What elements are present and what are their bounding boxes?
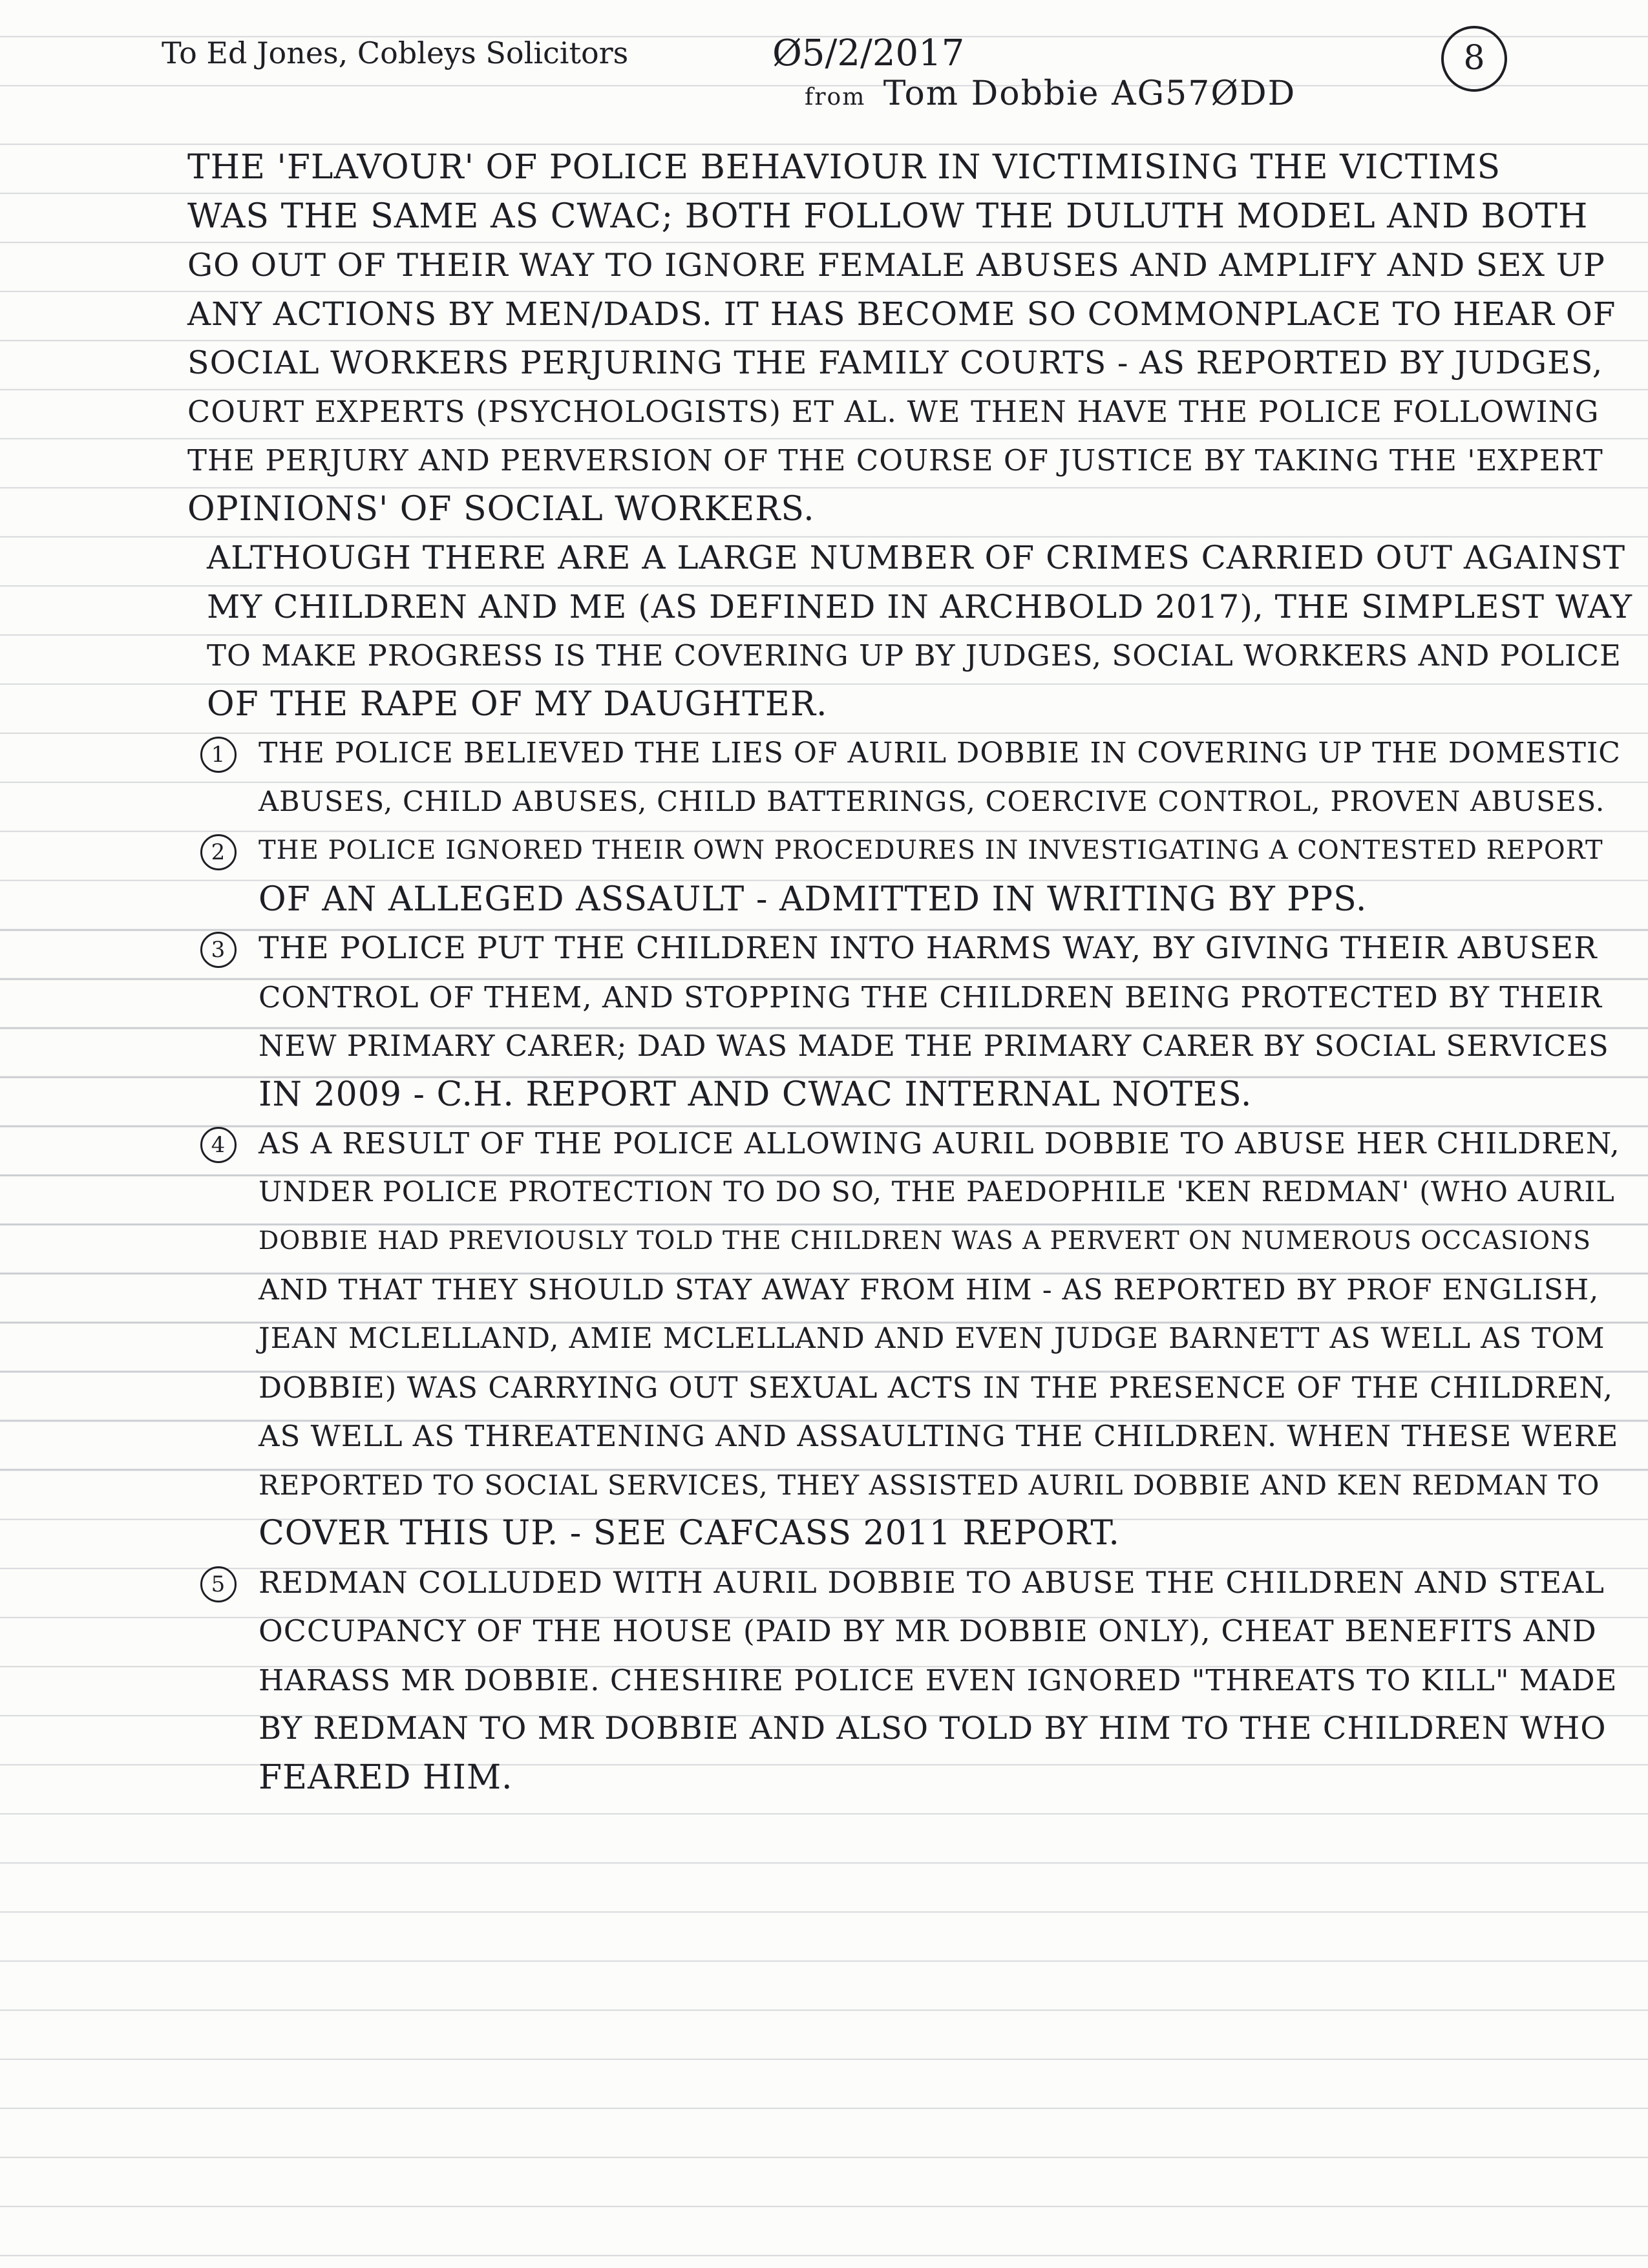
text-line: THE 'FLAVOUR' OF POLICE BEHAVIOUR IN VICTIMISING THE VICTIMS (187, 148, 1501, 187)
text-line: JEAN MCLELLAND, AMIE MCLELLAND AND EVEN JUDGE BARNETT AS WELL AS TOM (259, 1322, 1605, 1355)
text-line: OCCUPANCY OF THE HOUSE (PAID BY MR DOBBIE ONLY), CHEAT BENEFITS AND (259, 1613, 1597, 1648)
text-line: THE PERJURY AND PERVERSION OF THE COURSE OF JUSTICE BY TAKING THE 'EXPERT (187, 443, 1603, 478)
recipient-line: To Ed Jones, Cobleys Solicitors (162, 36, 629, 70)
text-line: NEW PRIMARY CARER; DAD WAS MADE THE PRIMARY CARER BY SOCIAL SERVICES (259, 1029, 1609, 1063)
text-line: REPORTED TO SOCIAL SERVICES, THEY ASSISTED AURIL DOBBIE AND KEN REDMAN TO (259, 1469, 1600, 1501)
text-line: OF THE RAPE OF MY DAUGHTER. (207, 684, 828, 724)
letter-date: Ø5/2/2017 (772, 32, 965, 74)
text-line: OF AN ALLEGED ASSAULT - ADMITTED IN WRITING BY PPS. (259, 879, 1368, 919)
text-line: DOBBIE) WAS CARRYING OUT SEXUAL ACTS IN THE PRESENCE OF THE CHILDREN, (259, 1370, 1614, 1405)
text-line: MY CHILDREN AND ME (AS DEFINED IN ARCHBOLD 2017), THE SIMPLEST WAY (207, 587, 1633, 625)
text-line: HARASS MR DOBBIE. CHESHIRE POLICE EVEN IGNORED "THREATS TO KILL" MADE (259, 1663, 1618, 1697)
text-line: SOCIAL WORKERS PERJURING THE FAMILY COURTS - AS REPORTED BY JUDGES, (187, 344, 1603, 381)
text-line: COURT EXPERTS (PSYCHOLOGISTS) ET AL. WE THEN HAVE THE POLICE FOLLOWING (187, 394, 1600, 429)
text-line: FEARED HIM. (259, 1758, 513, 1797)
numbered-item-2 (187, 826, 1622, 924)
text-line: GO OUT OF THEIR WAY TO IGNORE FEMALE ABUSES AND AMPLIFY AND SEX UP (187, 247, 1605, 284)
sender-name: Tom Dobbie AG57ØDD (883, 74, 1296, 113)
text-line: AS WELL AS THREATENING AND ASSAULTING THE CHILDREN. WHEN THESE WERE (259, 1419, 1619, 1453)
text-line: THE POLICE PUT THE CHILDREN INTO HARMS WAY, BY GIVING THEIR ABUSER (259, 930, 1598, 966)
text-line: ABUSES, CHILD ABUSES, CHILD BATTERINGS, COERCIVE CONTROL, PROVEN ABUSES. (259, 785, 1605, 818)
item-number-circle: 1 (200, 737, 237, 773)
text-line: ALTHOUGH THERE ARE A LARGE NUMBER OF CRIMES CARRIED OUT AGAINST (207, 539, 1626, 576)
text-line: BY REDMAN TO MR DOBBIE AND ALSO TOLD BY HIM TO THE CHILDREN WHO (259, 1710, 1607, 1747)
text-line: DOBBIE HAD PREVIOUSLY TOLD THE CHILDREN WAS A PERVERT ON NUMEROUS OCCASIONS (259, 1226, 1592, 1255)
numbered-item-5 (187, 1559, 1622, 1803)
numbered-item-3 (187, 924, 1622, 1119)
text-line: THE POLICE BELIEVED THE LIES OF AURIL DOBBIE IN COVERING UP THE DOMESTIC (259, 737, 1621, 770)
page-number: 8 (1441, 26, 1507, 92)
text-line: WAS THE SAME AS CWAC; BOTH FOLLOW THE DULUTH MODEL AND BOTH (187, 196, 1589, 236)
numbered-item-4 (187, 1119, 1622, 1559)
numbered-item-1 (187, 729, 1622, 826)
letter-body (187, 143, 1633, 1802)
text-line: IN 2009 - C.H. REPORT AND CWAC INTERNAL NOTES. (259, 1075, 1252, 1114)
sender-line (805, 74, 1296, 113)
text-line: CONTROL OF THEM, AND STOPPING THE CHILDREN BEING PROTECTED BY THEIR (259, 980, 1603, 1014)
text-line: REDMAN COLLUDED WITH AURIL DOBBIE TO ABUSE THE CHILDREN AND STEAL (259, 1564, 1605, 1600)
paragraph-2 (187, 534, 1633, 729)
item-number-circle: 3 (200, 932, 237, 968)
text-line: OPINIONS' OF SOCIAL WORKERS. (187, 489, 815, 529)
text-line: TO MAKE PROGRESS IS THE COVERING UP BY JUDGES, SOCIAL WORKERS AND POLICE (207, 638, 1622, 673)
from-label: from (805, 84, 866, 110)
text-line: THE POLICE IGNORED THEIR OWN PROCEDURES IN INVESTIGATING A CONTESTED REPORT (259, 835, 1603, 865)
text-line: AS A RESULT OF THE POLICE ALLOWING AURIL DOBBIE TO ABUSE HER CHILDREN, (259, 1126, 1620, 1160)
item-number-circle: 5 (200, 1566, 237, 1602)
item-number-circle: 2 (200, 834, 237, 870)
item-number-circle: 4 (200, 1127, 237, 1163)
text-line: COVER THIS UP. - SEE CAFCASS 2011 REPORT. (259, 1514, 1120, 1553)
text-line: ANY ACTIONS BY MEN/DADS. IT HAS BECOME SO COMMONPLACE TO HEAR OF (187, 295, 1616, 333)
paragraph-1 (187, 143, 1622, 534)
text-line: AND THAT THEY SHOULD STAY AWAY FROM HIM - AS REPORTED BY PROF ENGLISH, (259, 1273, 1600, 1307)
text-line: UNDER POLICE PROTECTION TO DO SO, THE PAEDOPHILE 'KEN REDMAN' (WHO AURIL (259, 1175, 1615, 1208)
